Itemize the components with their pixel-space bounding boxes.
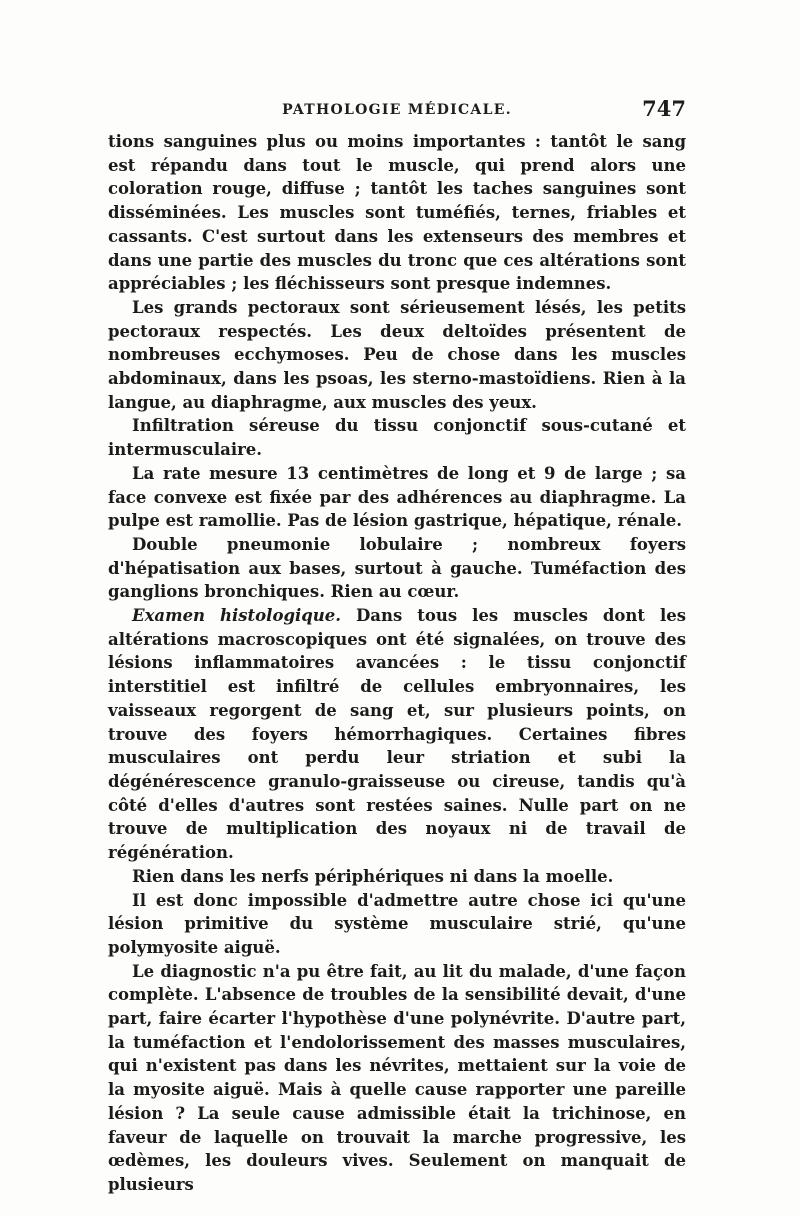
paragraph-6-text: Dans tous les muscles dont les altérations macroscopiques ont été signalées, on trouve des lésions inflammatoires avancées : le tissu conjonctif interstitiel est infiltré de cellules embryonnaires, les vaisseaux regorgent de sang et, sur plusieurs points, on trouve des foyers hémorrhagiques. Certaines fibres musculaires ont perdu leur striation et subi la dégénérescence granulo-graisseuse ou cireuse, tandis qu'à côté d'elles d'autres sont restées saines. Nulle part on ne trouve de multiplication des noyaux ni de travail de régénération.	[108, 606, 687, 863]
paragraph-3-text: Infiltration séreuse du tissu conjonctif sous-cutané et intermusculaire.	[108, 416, 686, 460]
paragraph-6	[108, 604, 686, 865]
page-header	[108, 96, 686, 122]
paragraph-2-text: Les grands pectoraux sont sérieusement lésés, les petits pectoraux respectés. Les deux deltoïdes présentent de nombreuses ecchymoses. Peu de chose dans les muscles abdominaux, dans les psoas, les sterno-mastoïdiens. Rien à la langue, au diaphragme, aux muscles des yeux.	[108, 297, 686, 412]
paragraph-7	[108, 865, 686, 889]
paragraph-9-text: Le diagnostic n'a pu être fait, au lit du malade, d'une façon complète. L'absence de troubles de la sensibilité devait, d'une part, faire écarter l'hypothèse d'une polynévrite. D'autre part, la tuméfaction et l'endolorissement des masses musculaires, qui n'existent pas dans les névrites, mettaient sur la voie de la myosite aiguë. Mais à quelle cause rapporter une pareille lésion ? La seule cause admissible était la trichinose, en faveur de laquelle on trouvait la marche progressive, les œdèmes, les douleurs vives. Seulement on manquait de plusieurs	[108, 961, 686, 1194]
paragraph-8-text: Il est donc impossible d'admettre autre chose ici qu'une lésion primitive du système musculaire strié, qu'une polymyosite aiguë.	[108, 890, 686, 957]
body-text	[108, 130, 686, 1197]
paragraph-2	[108, 296, 686, 415]
paragraph-5	[108, 533, 686, 604]
paragraph-8	[108, 889, 686, 960]
paragraph-7-text: Rien dans les nerfs périphériques ni dans la moelle.	[132, 866, 614, 886]
paragraph-3	[108, 414, 686, 461]
paragraph-4	[108, 462, 686, 533]
paragraph-4-text: La rate mesure 13 centimètres de long et 9 de large ; sa face convexe est fixée par des adhérences au diaphragme. La pulpe est ramollie. Pas de lésion gastrique, hépatique, rénale.	[108, 463, 686, 531]
paragraph-1	[108, 130, 686, 296]
paragraph-6-lead: Examen histologique.	[132, 606, 342, 626]
running-title: PATHOLOGIE MÉDICALE.	[282, 102, 512, 118]
page-number: 747	[642, 96, 686, 121]
paragraph-5-text: Double pneumonie lobulaire ; nombreux foyers d'hépatisation aux bases, surtout à gauche. Tuméfaction des ganglions bronchiques. Rien au cœur.	[108, 534, 686, 602]
paragraph-9	[108, 960, 686, 1197]
paragraph-1-text: tions sanguines plus ou moins importantes : tantôt le sang est répandu dans tout le muscle, qui prend alors une coloration rouge, diffuse ; tantôt les taches sanguines sont disséminées. Les muscles sont tuméfiés, ternes, friables et cassants. C'est surtout dans les extenseurs des membres et dans une partie des muscles du tronc que ces altérations sont appréciables ; les fléchisseurs sont presque indemnes.	[108, 132, 686, 294]
